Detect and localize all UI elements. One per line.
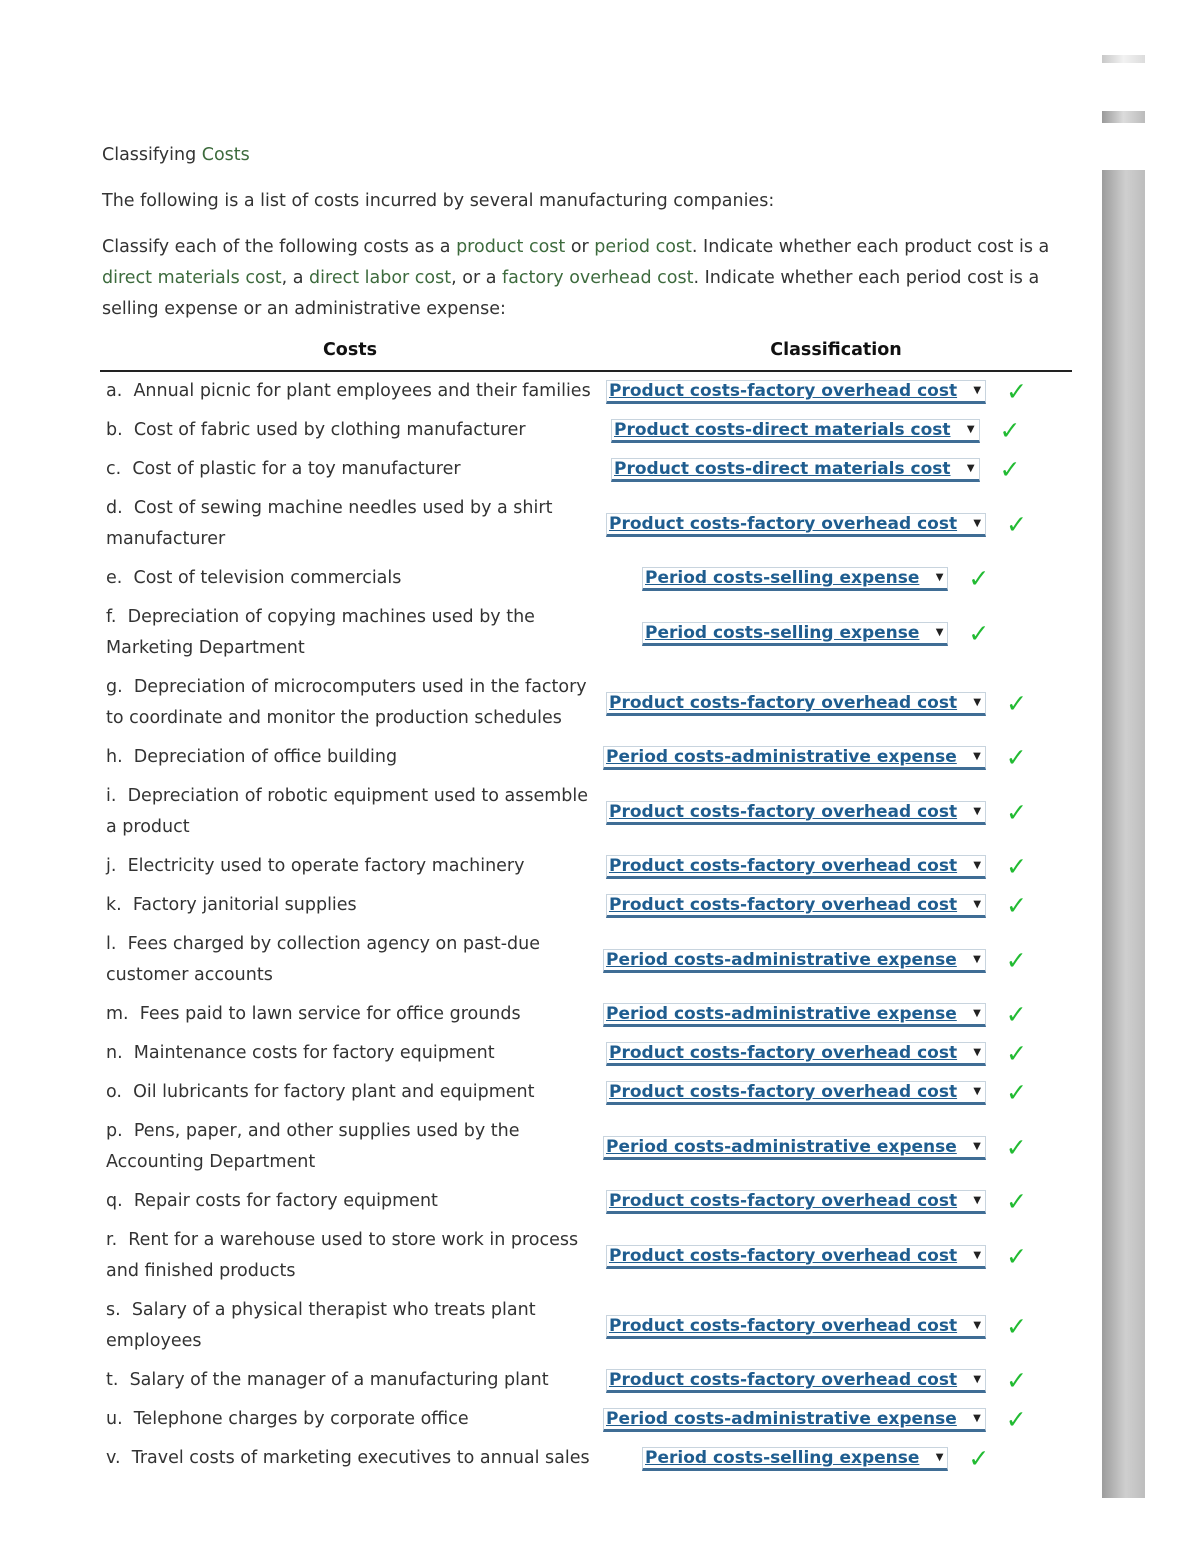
term-product-cost: product cost: [456, 237, 566, 257]
row-letter: b.: [106, 420, 123, 440]
correct-check-icon: ✓: [1006, 1311, 1028, 1341]
cost-cell: [100, 738, 600, 777]
cost-cell: [100, 1182, 600, 1221]
dropdown-caret-icon[interactable]: ▼: [973, 517, 982, 529]
term-factory-overhead-cost: factory overhead cost: [502, 268, 694, 288]
classification-control: [606, 891, 1028, 920]
cost-cell: [100, 1361, 600, 1400]
term-direct-materials-cost: direct materials cost: [102, 268, 282, 288]
classification-cell: [600, 1400, 1072, 1439]
row-letter: f.: [106, 607, 117, 627]
row-letter: o.: [106, 1082, 122, 1102]
dropdown-caret-icon[interactable]: ▼: [973, 751, 981, 762]
cost-description: Cost of fabric used by clothing manufacturer: [133, 420, 526, 440]
cost-cell: [100, 598, 600, 668]
table-row: [100, 450, 1072, 489]
classification-select[interactable]: [603, 1003, 986, 1027]
cost-cell: [100, 1112, 600, 1182]
classification-select[interactable]: [606, 1081, 986, 1105]
header-costs: Costs: [100, 335, 600, 371]
row-letter: g.: [106, 677, 123, 697]
title-highlight: Costs: [201, 145, 250, 165]
table-row: [100, 738, 1072, 777]
correct-check-icon: ✓: [968, 1444, 990, 1473]
costs-table: [100, 335, 1072, 1478]
classification-cell: [600, 1034, 1072, 1073]
classification-value: Product costs-factory overhead cost: [609, 513, 958, 534]
table-row: [100, 1112, 1072, 1182]
cost-cell: [100, 668, 600, 738]
classification-select[interactable]: [642, 622, 948, 646]
classification-value: Product costs-factory overhead cost: [609, 1315, 958, 1336]
cost-description: Salary of the manager of a manufacturing plant: [129, 1370, 549, 1390]
dropdown-caret-icon[interactable]: ▼: [973, 1413, 981, 1424]
classification-cell: [600, 1112, 1072, 1182]
classification-cell: [600, 1182, 1072, 1221]
classification-cell: [600, 925, 1072, 995]
classification-control: [642, 618, 990, 648]
table-row: [100, 777, 1072, 847]
classification-select[interactable]: [642, 1447, 948, 1471]
classification-value: Product costs-factory overhead cost: [609, 801, 958, 822]
classification-value: Period costs-selling expense: [645, 568, 920, 588]
scroll-decoration-top: [1102, 55, 1145, 63]
cost-cell: [100, 886, 600, 925]
cost-description: Repair costs for factory equipment: [133, 1191, 438, 1211]
classification-cell: [600, 411, 1072, 450]
classification-cell: [600, 450, 1072, 489]
row-letter: c.: [106, 459, 122, 479]
cost-cell: [100, 1221, 600, 1291]
cost-description: Cost of television commercials: [133, 568, 402, 588]
correct-check-icon: ✓: [1006, 1039, 1028, 1068]
term-direct-labor-cost: direct labor cost: [309, 268, 452, 288]
instr-text-2: or: [565, 237, 595, 257]
row-letter: v.: [106, 1448, 121, 1468]
row-letter: d.: [106, 498, 123, 518]
cost-cell: [100, 1439, 600, 1478]
term-period-cost: period cost: [594, 237, 692, 257]
classification-cell: [600, 668, 1072, 738]
correct-check-icon: ✓: [1006, 1187, 1028, 1216]
classification-select[interactable]: [603, 949, 986, 973]
cost-description: Depreciation of microcomputers used in the factory to coordinate and monitor the production schedules: [106, 677, 587, 728]
classification-cell: [600, 886, 1072, 925]
instr-text-1: Classify each of the following costs as a: [102, 237, 457, 257]
dropdown-caret-icon[interactable]: ▼: [973, 1086, 982, 1097]
correct-check-icon: ✓: [1005, 1405, 1027, 1434]
classification-control: [642, 1444, 990, 1473]
correct-check-icon: ✓: [1005, 743, 1027, 772]
correct-check-icon: ✓: [1006, 688, 1028, 718]
cost-description: Maintenance costs for factory equipment: [133, 1043, 495, 1063]
correct-check-icon: ✓: [968, 618, 990, 648]
classification-cell: [600, 1361, 1072, 1400]
classification-cell: [600, 1291, 1072, 1361]
classification-value: Period costs-selling expense: [645, 622, 920, 643]
table-row: [100, 1400, 1072, 1439]
cost-cell: [100, 489, 600, 559]
correct-check-icon: ✓: [1005, 1132, 1027, 1162]
classification-select[interactable]: [611, 458, 980, 482]
classification-select[interactable]: [606, 855, 986, 879]
classification-control: [606, 1241, 1028, 1271]
classification-select[interactable]: [606, 1042, 986, 1066]
row-letter: l.: [106, 934, 117, 954]
classification-control: [606, 1187, 1028, 1216]
dropdown-caret-icon[interactable]: ▼: [973, 1047, 982, 1058]
cost-description: Annual picnic for plant employees and their families: [133, 381, 591, 401]
cost-cell: [100, 995, 600, 1034]
cost-cell: [100, 1400, 600, 1439]
scroll-decoration-middle: [1102, 111, 1145, 123]
cost-cell: [100, 777, 600, 847]
scrollbar[interactable]: [1102, 170, 1145, 1498]
classification-cell: [600, 489, 1072, 559]
instr-text-6: . Indicate whether each period cost is a selling expense or an administrative expense:: [102, 268, 1040, 319]
classification-value: Product costs-direct materials cost: [614, 459, 951, 479]
correct-check-icon: ✓: [999, 455, 1021, 484]
correct-check-icon: ✓: [1006, 1241, 1028, 1271]
dropdown-caret-icon[interactable]: ▼: [966, 463, 975, 474]
classification-value: Period costs-administrative expense: [606, 1136, 957, 1157]
classification-control: [642, 564, 990, 593]
row-letter: n.: [106, 1043, 123, 1063]
correct-check-icon: ✓: [1005, 1000, 1027, 1029]
correct-check-icon: ✓: [1006, 891, 1028, 920]
classification-control: [606, 1366, 1028, 1395]
cost-description: Factory janitorial supplies: [132, 895, 357, 915]
cost-cell: [100, 925, 600, 995]
dropdown-caret-icon[interactable]: ▼: [973, 1008, 981, 1019]
row-letter: j.: [106, 856, 117, 876]
correct-check-icon: ✓: [1005, 945, 1027, 975]
row-letter: k.: [106, 895, 122, 915]
dropdown-caret-icon[interactable]: ▼: [973, 696, 982, 708]
row-letter: h.: [106, 747, 123, 767]
classification-select[interactable]: [603, 1136, 986, 1160]
correct-check-icon: ✓: [1006, 852, 1028, 881]
dropdown-caret-icon[interactable]: ▼: [973, 1195, 982, 1206]
table-row: [100, 559, 1072, 598]
dropdown-caret-icon[interactable]: ▼: [973, 385, 982, 396]
classification-control: [606, 1311, 1028, 1341]
instr-text-5: , or a: [451, 268, 502, 288]
intro-text: The following is a list of costs incurred by several manufacturing companies:: [102, 191, 775, 211]
cost-description: Cost of sewing machine needles used by a shirt manufacturer: [106, 498, 553, 549]
cost-cell: [100, 450, 600, 489]
classification-select[interactable]: [642, 567, 948, 591]
table-row: [100, 598, 1072, 668]
classification-select[interactable]: [606, 1369, 986, 1393]
row-letter: e.: [106, 568, 123, 588]
classification-control: [606, 1078, 1028, 1107]
classification-cell: [600, 1221, 1072, 1291]
classification-control: [603, 1000, 1027, 1029]
dropdown-caret-icon[interactable]: ▼: [973, 1374, 982, 1385]
table-row: [100, 1291, 1072, 1361]
dropdown-caret-icon[interactable]: ▼: [935, 1452, 944, 1463]
correct-check-icon: ✓: [1006, 797, 1028, 827]
cost-description: Cost of plastic for a toy manufacturer: [132, 459, 461, 479]
classification-select[interactable]: [606, 380, 986, 404]
cost-cell: [100, 411, 600, 450]
table-row: [100, 1073, 1072, 1112]
classification-value: Period costs-selling expense: [645, 1448, 920, 1468]
cost-cell: [100, 1291, 600, 1361]
classification-select[interactable]: [606, 1315, 986, 1339]
table-row: [100, 1034, 1072, 1073]
classification-select[interactable]: [606, 1245, 986, 1269]
row-letter: i.: [106, 786, 117, 806]
classification-control: [606, 509, 1028, 539]
title-prefix: Classifying: [102, 145, 202, 165]
cost-cell: [100, 1034, 600, 1073]
table-row: [100, 371, 1072, 411]
classification-value: Product costs-factory overhead cost: [609, 1191, 958, 1211]
classification-select[interactable]: [603, 1408, 986, 1432]
classification-value: Product costs-factory overhead cost: [609, 381, 958, 401]
classification-cell: [600, 598, 1072, 668]
classification-cell: [600, 847, 1072, 886]
classification-value: Product costs-factory overhead cost: [609, 856, 958, 876]
classification-select[interactable]: [606, 801, 986, 825]
cost-description: Travel costs of marketing executives to annual sales: [131, 1448, 590, 1468]
classification-cell: [600, 995, 1072, 1034]
instructions: [102, 232, 1074, 325]
table-row: [100, 1221, 1072, 1291]
table-row: [100, 1182, 1072, 1221]
classification-cell: [600, 777, 1072, 847]
classification-select[interactable]: [603, 746, 986, 770]
cost-description: Salary of a physical therapist who treats plant employees: [106, 1300, 536, 1351]
classification-cell: [600, 371, 1072, 411]
classification-cell: [600, 559, 1072, 598]
classification-value: Product costs-factory overhead cost: [609, 1082, 958, 1102]
classification-control: [611, 455, 1021, 484]
classification-control: [603, 945, 1027, 975]
classification-select[interactable]: [606, 513, 986, 537]
dropdown-caret-icon[interactable]: ▼: [935, 626, 944, 638]
classification-control: [603, 1132, 1027, 1162]
correct-check-icon: ✓: [1006, 1366, 1028, 1395]
classification-value: Product costs-factory overhead cost: [609, 1043, 958, 1063]
correct-check-icon: ✓: [968, 564, 990, 593]
page-title: [102, 140, 1074, 171]
classification-value: Product costs-factory overhead cost: [609, 1370, 958, 1390]
classification-value: Product costs-factory overhead cost: [609, 692, 958, 713]
classification-control: [606, 688, 1028, 718]
table-row: [100, 925, 1072, 995]
classification-cell: [600, 1073, 1072, 1112]
cost-description: Depreciation of copying machines used by the Marketing Department: [106, 607, 535, 658]
classification-select[interactable]: [606, 1190, 986, 1214]
classification-value: Product costs-factory overhead cost: [609, 895, 958, 915]
classification-control: [603, 1405, 1027, 1434]
row-letter: m.: [106, 1004, 129, 1024]
correct-check-icon: ✓: [1006, 509, 1028, 539]
classification-value: Period costs-administrative expense: [606, 1409, 957, 1429]
dropdown-caret-icon[interactable]: ▼: [973, 1249, 982, 1261]
instr-text-3: . Indicate whether each product cost is a: [691, 237, 1050, 257]
classification-control: [603, 743, 1027, 772]
header-classification: Classification: [600, 335, 1072, 371]
cost-cell: [100, 847, 600, 886]
correct-check-icon: ✓: [999, 416, 1021, 445]
classification-select[interactable]: [606, 692, 986, 716]
cost-description: Depreciation of robotic equipment used to assemble a product: [106, 786, 589, 837]
table-row: [100, 995, 1072, 1034]
classification-value: Period costs-administrative expense: [606, 1004, 957, 1024]
classification-control: [606, 797, 1028, 827]
correct-check-icon: ✓: [1006, 377, 1028, 406]
cost-cell: [100, 1073, 600, 1112]
content: [102, 140, 1074, 1478]
cost-description: Fees paid to lawn service for office grounds: [139, 1004, 521, 1024]
dropdown-caret-icon[interactable]: ▼: [966, 424, 975, 435]
table-row: [100, 411, 1072, 450]
classification-control: [606, 1039, 1028, 1068]
classification-select[interactable]: [611, 419, 980, 443]
dropdown-caret-icon[interactable]: ▼: [973, 953, 981, 965]
cost-description: Oil lubricants for factory plant and equipment: [133, 1082, 535, 1102]
cost-cell: [100, 371, 600, 411]
table-row: [100, 1439, 1072, 1478]
row-letter: r.: [106, 1230, 118, 1250]
table-row: [100, 1361, 1072, 1400]
classification-value: Period costs-administrative expense: [606, 949, 957, 970]
dropdown-caret-icon[interactable]: ▼: [973, 899, 982, 910]
classification-select[interactable]: [606, 894, 986, 918]
cost-description: Depreciation of office building: [133, 747, 398, 767]
table-row: [100, 847, 1072, 886]
row-letter: s.: [106, 1300, 121, 1320]
cost-description: Fees charged by collection agency on past-due customer accounts: [106, 934, 541, 985]
cost-cell: [100, 559, 600, 598]
table-row: [100, 489, 1072, 559]
dropdown-caret-icon[interactable]: ▼: [973, 1140, 981, 1152]
row-letter: a.: [106, 381, 123, 401]
row-letter: q.: [106, 1191, 123, 1211]
classification-control: [611, 416, 1021, 445]
cost-description: Pens, paper, and other supplies used by the Accounting Department: [106, 1121, 520, 1172]
table-header-row: [100, 335, 1072, 371]
cost-description: Telephone charges by corporate office: [133, 1409, 469, 1429]
table-row: [100, 668, 1072, 738]
classification-value: Period costs-administrative expense: [606, 747, 957, 767]
dropdown-caret-icon[interactable]: ▼: [973, 860, 982, 871]
classification-cell: [600, 738, 1072, 777]
cost-description: Electricity used to operate factory machinery: [127, 856, 525, 876]
cost-description: Rent for a warehouse used to store work in process and finished products: [106, 1230, 579, 1281]
instr-text-4: , a: [281, 268, 310, 288]
correct-check-icon: ✓: [1006, 1078, 1028, 1107]
classification-cell: [600, 1439, 1072, 1478]
row-letter: t.: [106, 1370, 119, 1390]
classification-control: [606, 377, 1028, 406]
row-letter: p.: [106, 1121, 123, 1141]
classification-control: [606, 852, 1028, 881]
classification-value: Product costs-direct materials cost: [614, 420, 951, 440]
dropdown-caret-icon[interactable]: ▼: [973, 805, 982, 817]
dropdown-caret-icon[interactable]: ▼: [935, 572, 944, 583]
classification-value: Product costs-factory overhead cost: [609, 1245, 958, 1266]
table-row: [100, 886, 1072, 925]
dropdown-caret-icon[interactable]: ▼: [973, 1319, 982, 1331]
row-letter: u.: [106, 1409, 123, 1429]
